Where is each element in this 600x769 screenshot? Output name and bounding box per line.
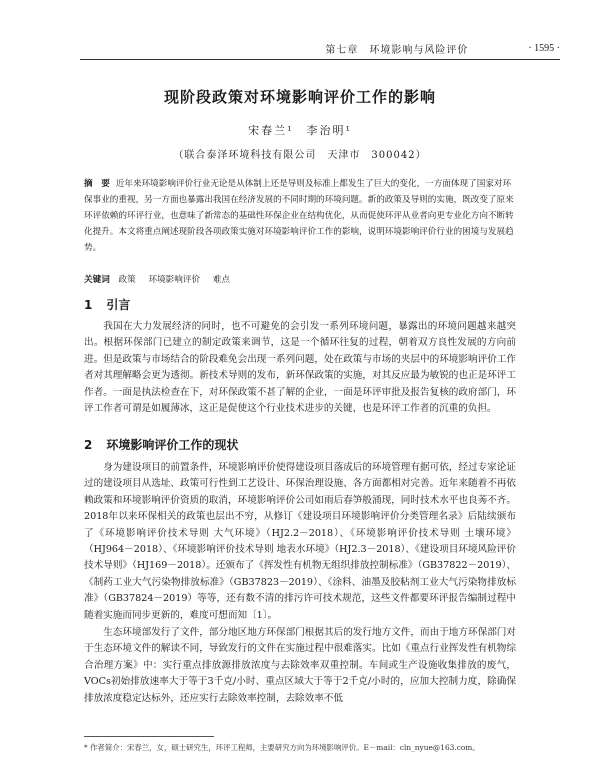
authors: 宋春兰¹ 李治明¹	[248, 124, 352, 137]
abstract-label: 摘 要	[84, 179, 110, 189]
keyword: 政策	[118, 275, 136, 285]
section-title: 引言	[106, 298, 131, 312]
section-title: 环境影响评价工作的现状	[106, 438, 239, 452]
paragraph: 身为建设项目的前置条件，环境影响评价使得建设项目落成后的环境管理有据可依，经过专家论证过的建设项目从选址、政策可行性到工艺设计、环保治理设施、各方面都相对完善。近年来随着不再依赖政策和环境影响评价资质的取消，环境影响评价公司如雨后春笋般涌现，同时技术水平也良莠不齐。2018年以来环保相关的政策也层出不穷，从修订《建设项目环境影响评价分类管理名录》后陆续颁布了《环境影响评价技术导则 大气环境》（HJ2.2－2018）、《环境影响评价技术导则 土壤环境》（HJ964－2018）、《环境影响评价技术导则 地表水环境》（HJ2.3－2018）、《建设项目环境风险评价技术导则》（HJ169－2018）。还颁布了《挥发性有机物无组织排放控制标准》（GB37822－2019）、《制药工业大气污染物排放标准》（GB37823－2019）、《涂料、油墨及胶粘剂工业大气污染物排放标准》（GB37824－2019）等等，还有数不清的排污许可技术规范，这些文件都要环评报告编制过程中随着实施而同步更新的，难度可想而知〔1〕。	[84, 462, 516, 621]
chapter-title: 第七章 环境影响与风险评价	[325, 44, 469, 56]
running-header	[80, 40, 560, 60]
affiliation: （联合泰泽环境科技有限公司 天津市 300042）	[173, 150, 427, 161]
section-number: 2	[84, 438, 93, 452]
paragraph: 我国在大力发展经济的同时，也不可避免的会引发一系列环境问题，暴露出的环境问题越来越突出。根据环保部门已建立的制定政策来调节，这是一个循环往复的过程，朝着双方良性发展的方向前进。但是政策与市场结合的阶段难免会出现一系列问题，处在政策与市场的夹层中的环境影响评价工作者对其理解略会更为透彻。新技术导则的发布，新环保政策的实施，对其反应最为敏锐的也正是环评工作者。一面是执法检查在下，对环保政策不甚了解的企业，一面是环评审批及报告复核的政府部门，环评工作者可谓是如履薄冰，这正是促使这个行业技术进步的关键，也是环评工作者的沉重的负担。	[84, 321, 516, 415]
section-number: 1	[84, 298, 93, 312]
footnote-divider	[84, 736, 214, 737]
keyword: 环境影响评价	[148, 275, 201, 285]
footnote: * 作者简介：宋春兰，女，硕士研究生，环评工程师，主要研究方向为环境影响评价。E－mail：cln_nyue@163.com。	[84, 743, 480, 752]
paper-title: 现阶段政策对环境影响评价工作的影响	[163, 88, 436, 106]
keyword: 难点	[212, 275, 230, 285]
section-heading	[84, 436, 238, 453]
keywords	[84, 272, 518, 288]
section-heading	[84, 296, 130, 313]
keywords-label: 关键词	[84, 275, 110, 285]
page-number: · 1595 ·	[528, 42, 560, 54]
abstract-text: 近年来环境影响评价行业无论是从体制上还是导则及标准上都发生了巨大的变化，一方面体现了国家对环保事业的重视，另一方面也暴露出我国在经济发展的不同时期的环境问题。新的政策及导则的实施，既改变了原来环评依赖的环评行业，也意味了新常态的基础性环保企业在结构优化，从而促使环评从业者向更专业化方向不断转化提升。本文将重点阐述现阶段各项政策实施对环境影响评价工作的影响，说明环境影响评价行业的困境与发展趋势。	[84, 179, 514, 253]
paragraph: 生态环境部发行了文件，部分地区地方环保部门根据其后的发行地方文件，而由于地方环保部门对于生态环境文件的解读不同，导致发行的文件在实施过程中很难落实。比如《重点行业挥发性有机物综合治理方案》中：实行重点排放源排放浓度与去除效率双重控制。车间或生产设施收集排放的废气，VOCs初始排放速率大于等于3千克/小时、重点区域大于等于2千克/小时的，应加大控制力度，除确保排放浓度稳定达标外，还应实行去除效率控制，去除效率不低	[84, 627, 516, 704]
abstract	[84, 176, 518, 256]
